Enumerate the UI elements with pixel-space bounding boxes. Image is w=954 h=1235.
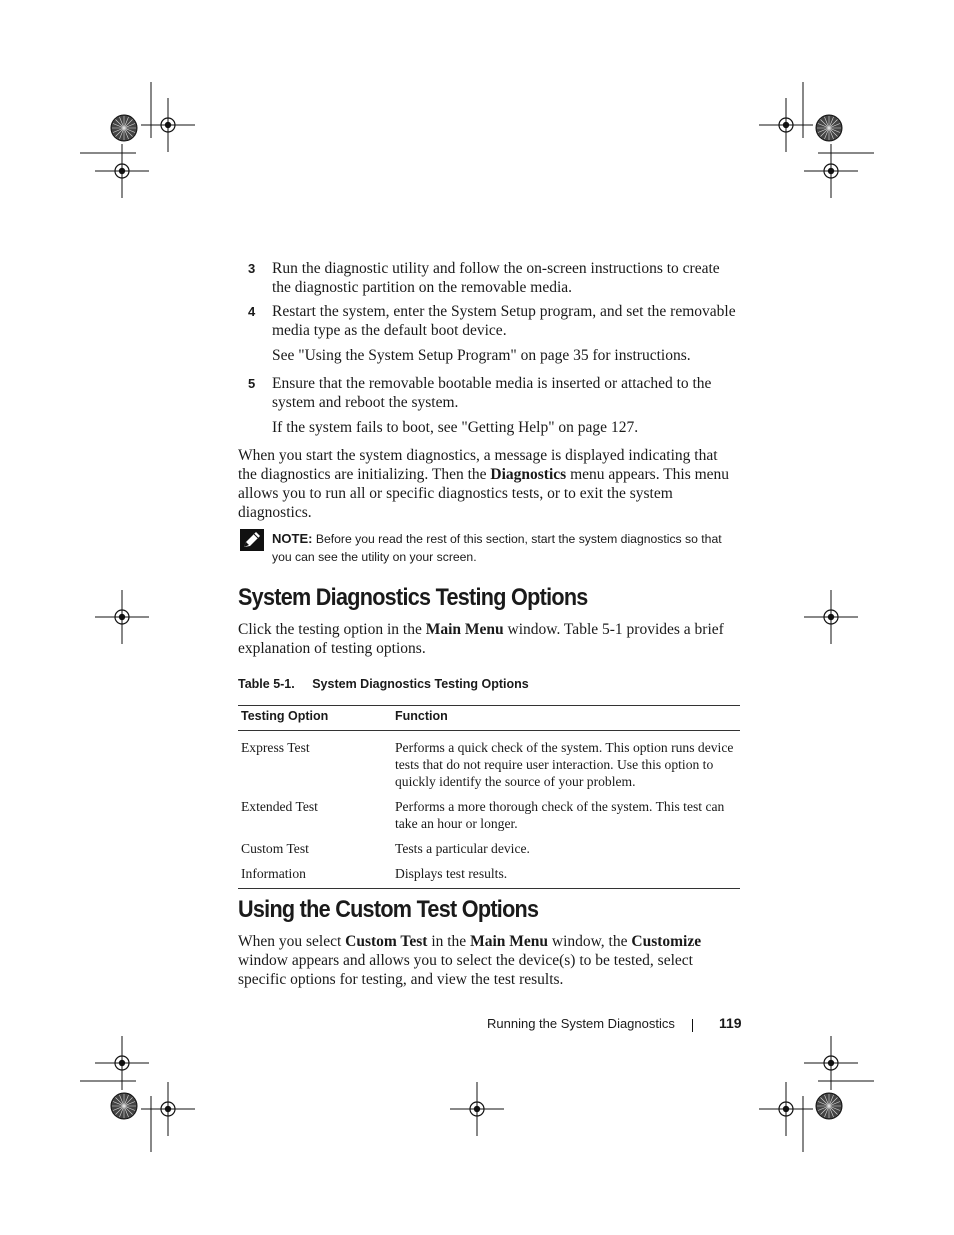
customize-term: Customize <box>631 933 702 950</box>
note <box>272 530 742 566</box>
table-header-cell: Testing Option <box>238 706 392 731</box>
section-paragraph <box>238 932 740 989</box>
diagnostics-menu-term: Diagnostics <box>490 466 567 483</box>
table-row <box>238 731 740 791</box>
note-pencil-icon <box>240 529 264 551</box>
table-cell-option: Extended Test <box>241 799 318 814</box>
table-caption <box>238 677 529 691</box>
table-cell-option: Express Test <box>241 740 310 755</box>
custom-test-term: Custom Test <box>345 933 428 950</box>
intro-text: When you start the system diagnostics, a message is displayed indicating that the diagnostics are initializing. Then the <box>238 447 718 483</box>
paragraph-text: in the <box>427 933 471 950</box>
table-row <box>238 857 740 889</box>
paragraph-text: Click the testing option in the <box>238 621 426 638</box>
footer-divider <box>692 1019 693 1032</box>
table-cell-function: Displays test results. <box>392 857 740 889</box>
step-text: Run the diagnostic utility and follow the on-screen instructions to create the diagnostic partition on the removable media. <box>272 260 720 296</box>
paragraph-text: window appears and allows you to select the device(s) to be tested, select specific options for testing, and view the test results. <box>238 952 693 988</box>
step-number: 3 <box>248 261 256 276</box>
table-cell-option: Custom Test <box>241 841 309 856</box>
paragraph-text: window. Table 5-1 provides a brief explanation of testing options. <box>238 621 724 657</box>
table-row <box>238 832 740 857</box>
table-cell-function: Performs a quick check of the system. This option runs device tests that do not require user interaction. Use this option to quickly identify the source of your problem. <box>395 740 734 789</box>
step-subtext: See "Using the System Setup Program" on page 35 for instructions. <box>272 347 691 364</box>
note-text: Before you read the rest of this section, start the system diagnostics so that you can see the utility on your screen. <box>272 532 722 564</box>
step-text: Restart the system, enter the System Setup program, and set the removable media type as the default boot device. <box>272 303 736 339</box>
table-caption-title: System Diagnostics Testing Options <box>312 677 529 691</box>
paragraph-text: window, the <box>548 933 632 950</box>
footer-chapter: Running the System Diagnostics <box>487 1016 675 1031</box>
section-heading: System Diagnostics Testing Options <box>238 584 588 611</box>
table-header-cell: Function <box>392 706 740 731</box>
testing-options-table <box>238 705 740 889</box>
intro-text: menu appears. This menu allows you to run all or specific diagnostics tests, or to exit the system diagnostics. <box>238 466 730 521</box>
main-menu-term: Main Menu <box>470 933 548 950</box>
page-number: 119 <box>719 1015 742 1031</box>
table-caption-number: Table 5-1. <box>238 677 295 691</box>
section-heading: Using the Custom Test Options <box>238 896 539 923</box>
step-subtext: If the system fails to boot, see "Getting Help" on page 127. <box>272 419 639 436</box>
table-cell-option: Information <box>238 857 392 889</box>
step-number: 4 <box>248 304 256 319</box>
paragraph-text: When you select <box>238 933 346 950</box>
table-row <box>238 790 740 832</box>
table-header-row <box>238 706 740 731</box>
step-number: 5 <box>248 376 256 391</box>
intro-paragraph <box>238 446 740 522</box>
step-text: Ensure that the removable bootable media is inserted or attached to the system and reboot the system. <box>272 375 712 411</box>
note-label: NOTE: <box>272 531 313 546</box>
section-paragraph <box>238 620 740 658</box>
table-cell-function: Performs a more thorough check of the system. This test can take an hour or longer. <box>395 799 725 831</box>
table-cell-function: Tests a particular device. <box>395 841 530 856</box>
main-menu-term: Main Menu <box>425 621 504 638</box>
